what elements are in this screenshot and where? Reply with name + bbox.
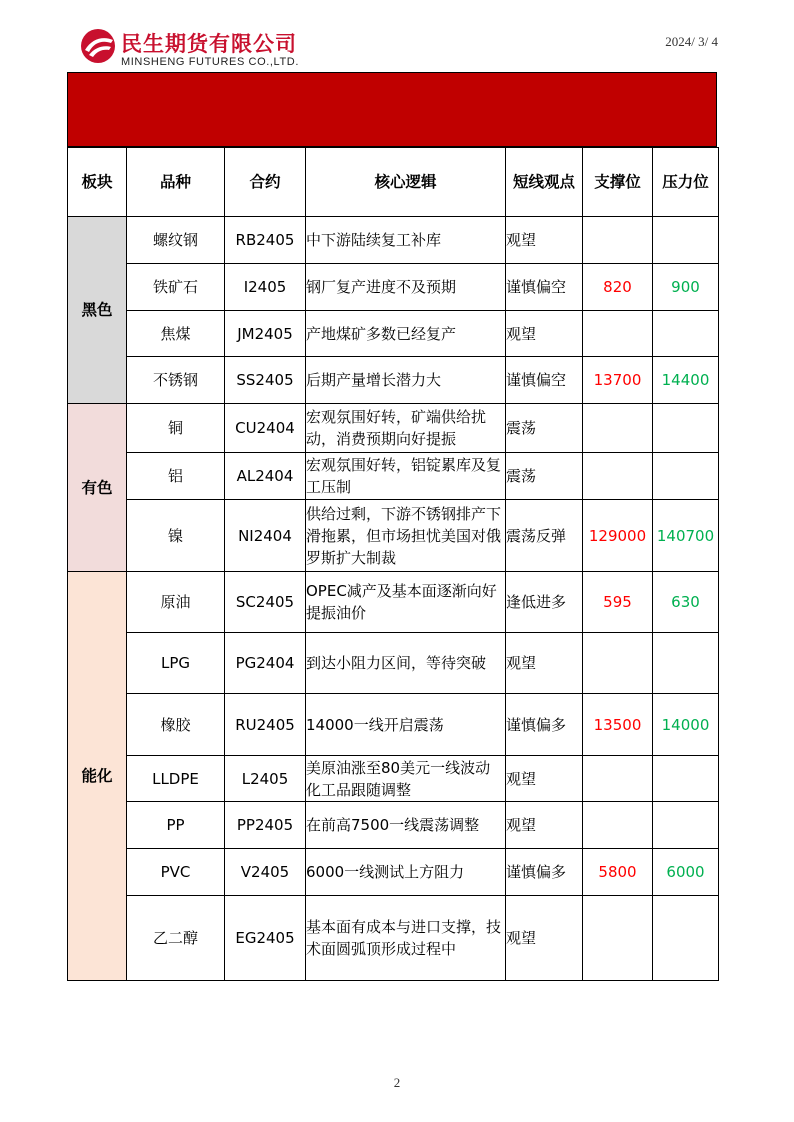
logic-cell: 基本面有成本与进口支撑，技术面圆弧顶形成过程中 [306,896,506,981]
variety-cell: PP [127,802,225,849]
page-number: 2 [393,1075,401,1090]
view-cell: 逢低进多 [506,572,583,633]
view-cell: 观望 [506,756,583,802]
table-row [68,694,719,756]
contract-cell: PG2404 [225,633,306,694]
contract-cell: SC2405 [225,572,306,633]
view-cell: 观望 [506,217,583,264]
contract-cell: RB2405 [225,217,306,264]
title-banner [67,72,717,147]
support-cell [583,404,653,453]
logic-cell: 后期产量增长潜力大 [306,357,506,404]
logic-cell: OPEC减产及基本面逐渐向好提振油价 [306,572,506,633]
pressure-cell [653,802,719,849]
support-cell [583,311,653,357]
support-cell: 595 [583,572,653,633]
contract-cell: L2405 [225,756,306,802]
variety-cell: 镍 [127,500,225,572]
pressure-cell: 14400 [653,357,719,404]
table-row [68,311,719,357]
table-row [68,453,719,500]
contract-cell: PP2405 [225,802,306,849]
header-short-term-view: 短线观点 [506,148,583,217]
logic-cell: 产地煤矿多数已经复产 [306,311,506,357]
view-cell: 震荡反弹 [506,500,583,572]
variety-cell: 铁矿石 [127,264,225,311]
logic-cell: 钢厂复产进度不及预期 [306,264,506,311]
table-row [68,572,719,633]
view-cell: 观望 [506,311,583,357]
view-cell: 震荡 [506,404,583,453]
logic-cell: 14000一线开启震荡 [306,694,506,756]
support-cell [583,453,653,500]
support-cell [583,217,653,264]
variety-cell: 乙二醇 [127,896,225,981]
table-row [68,633,719,694]
view-cell: 谨慎偏空 [506,264,583,311]
contract-cell: RU2405 [225,694,306,756]
logic-cell: 供给过剩，下游不锈钢排产下滑拖累，但市场担忧美国对俄罗斯扩大制裁 [306,500,506,572]
table-row [68,802,719,849]
variety-cell: 铝 [127,453,225,500]
logic-cell: 在前高7500一线震荡调整 [306,802,506,849]
support-cell [583,896,653,981]
pressure-cell [653,896,719,981]
contract-cell: JM2405 [225,311,306,357]
table-row [68,500,719,572]
variety-cell: 原油 [127,572,225,633]
support-cell [583,633,653,694]
pressure-cell [653,756,719,802]
pressure-cell [653,404,719,453]
variety-cell: LPG [127,633,225,694]
variety-cell: 螺纹钢 [127,217,225,264]
pressure-cell: 6000 [653,849,719,896]
pressure-cell [653,633,719,694]
variety-cell: LLDPE [127,756,225,802]
variety-cell: 焦煤 [127,311,225,357]
support-cell: 820 [583,264,653,311]
table-row [68,849,719,896]
view-cell: 震荡 [506,453,583,500]
header-pressure: 压力位 [653,148,719,217]
logic-cell: 美原油涨至80美元一线波动化工品跟随调整 [306,756,506,802]
minsheng-logo-icon [80,28,116,64]
contract-cell: V2405 [225,849,306,896]
variety-cell: 铜 [127,404,225,453]
pressure-cell [653,311,719,357]
variety-cell: 不锈钢 [127,357,225,404]
contract-cell: SS2405 [225,357,306,404]
support-cell [583,756,653,802]
view-cell: 谨慎偏空 [506,357,583,404]
header-core-logic: 核心逻辑 [306,148,506,217]
header-variety: 品种 [127,148,225,217]
pressure-cell: 140700 [653,500,719,572]
support-cell: 13700 [583,357,653,404]
header-sector: 板块 [68,148,127,217]
table-row [68,357,719,404]
table-row [68,264,719,311]
futures-strategy-table [67,147,719,981]
sector-black: 黑色 [68,217,127,404]
logic-cell: 宏观氛围好转，矿端供给扰动，消费预期向好提振 [306,404,506,453]
pressure-cell: 900 [653,264,719,311]
view-cell: 观望 [506,802,583,849]
contract-cell: AL2404 [225,453,306,500]
support-cell [583,802,653,849]
header-contract: 合约 [225,148,306,217]
report-date: 2024/ 3/ 4 [665,34,718,49]
company-name-cn: 民生期货有限公司 [121,32,297,56]
table-row [68,756,719,802]
pressure-cell: 630 [653,572,719,633]
view-cell: 观望 [506,896,583,981]
contract-cell: CU2404 [225,404,306,453]
view-cell: 谨慎偏多 [506,849,583,896]
support-cell: 13500 [583,694,653,756]
support-cell: 5800 [583,849,653,896]
logic-cell: 宏观氛围好转，铝锭累库及复工压制 [306,453,506,500]
table-row [68,217,719,264]
logic-cell: 到达小阻力区间，等待突破 [306,633,506,694]
view-cell: 谨慎偏多 [506,694,583,756]
pressure-cell [653,217,719,264]
pressure-cell: 14000 [653,694,719,756]
logic-cell: 中下游陆续复工补库 [306,217,506,264]
pressure-cell [653,453,719,500]
contract-cell: NI2404 [225,500,306,572]
company-name-en: MINSHENG FUTURES CO.,LTD. [121,56,299,68]
contract-cell: I2405 [225,264,306,311]
page-header [0,0,794,72]
sector-nonferrous: 有色 [68,404,127,572]
sector-energy-chemical: 能化 [68,572,127,981]
table-row [68,404,719,453]
support-cell: 129000 [583,500,653,572]
contract-cell: EG2405 [225,896,306,981]
variety-cell: 橡胶 [127,694,225,756]
variety-cell: PVC [127,849,225,896]
header-support: 支撑位 [583,148,653,217]
table-row [68,896,719,981]
view-cell: 观望 [506,633,583,694]
table-header-row [68,148,719,217]
logic-cell: 6000一线测试上方阻力 [306,849,506,896]
